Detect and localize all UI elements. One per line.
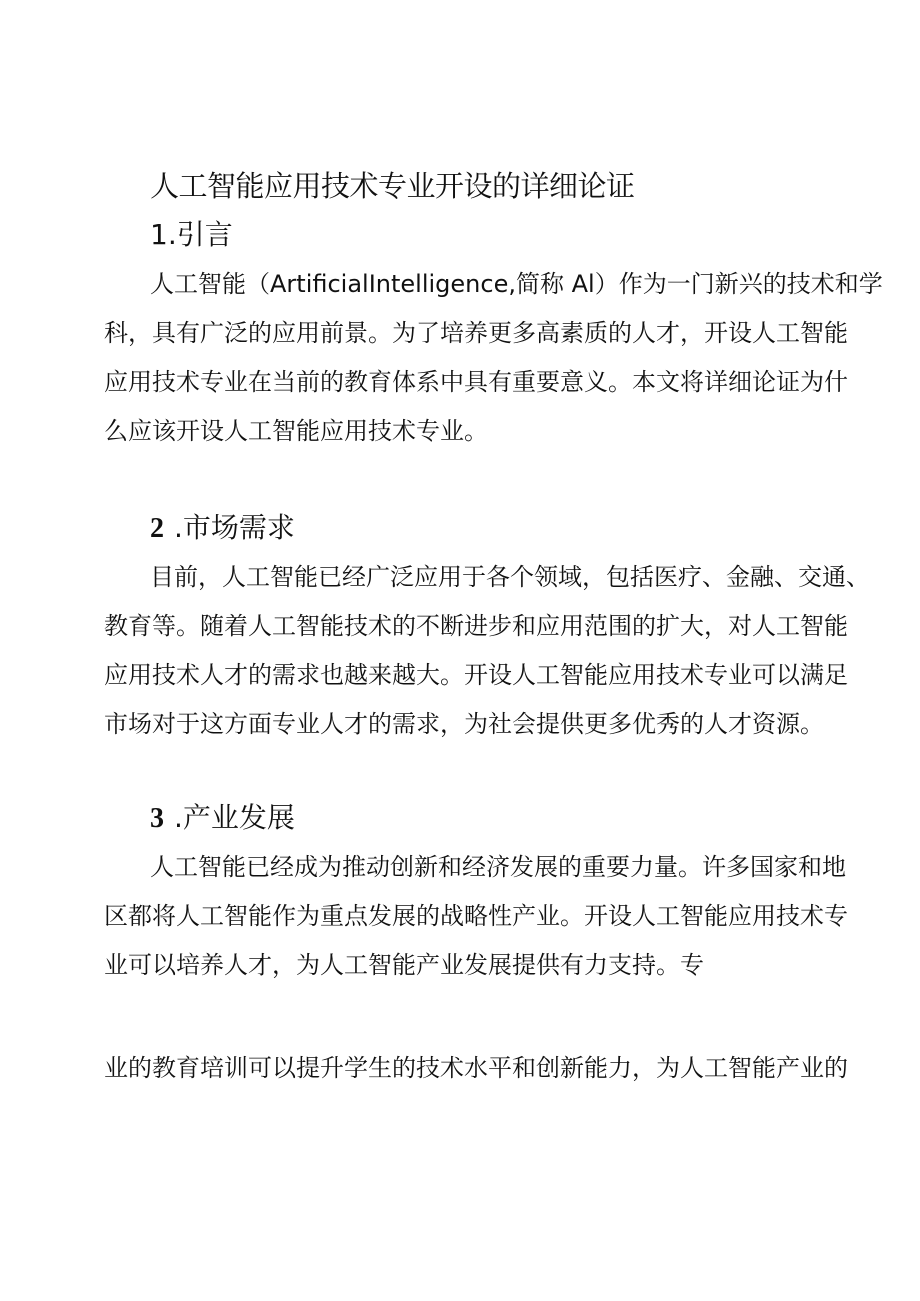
section-number: 1. [150,218,177,251]
paragraph-introduction [104,260,883,456]
section-number: 3 [150,803,164,834]
section-number: 2 [150,513,164,544]
paragraph-line: 教育等。随着人工智能技术的不断进步和应用范围的扩大，对人工智能 [104,612,848,640]
paragraph-line: 市场对于这方面专业人才的需求，为社会提供更多优秀的人才资源。 [104,710,824,738]
section-heading-text: .产业发展 [174,801,295,834]
paragraph-line: 人工智能已经成为推动创新和经济发展的重要力量。许多国家和地 [150,853,846,881]
paragraph-line: 科，具有广泛的应用前景。为了培养更多高素质的人才，开设人工智能 [104,319,848,347]
paragraph-line: 应用技术人才的需求也越来越大。开设人工智能应用技术专业可以满足 [104,661,848,689]
paragraph-market-demand [104,553,870,749]
paragraph-line: 目前，人工智能已经广泛应用于各个领域，包括医疗、金融、交通、 [150,563,870,591]
paragraph-line: 区都将人工智能作为重点发展的战略性产业。开设人工智能应用技术专 [104,902,848,930]
paragraph-continuation [104,1044,848,1093]
paragraph-line: 应用技术专业在当前的教育体系中具有重要意义。本文将详细论证为什 [104,368,848,396]
paragraph-line: 业可以培养人才，为人工智能产业发展提供有力支持。专 [104,951,704,979]
paragraph-industry-development [104,843,848,990]
section-heading-text: 引言 [176,218,233,251]
section-heading-industry-development [150,798,295,839]
section-heading-market-demand [150,508,295,549]
section-heading-introduction [150,215,233,255]
paragraph-line: 人工智能（ArtificialIntelligence,简称 Al）作为一门新兴的技术和学 [150,270,883,298]
paragraph-line: 么应该开设人工智能应用技术专业。 [104,417,488,445]
section-heading-text: .市场需求 [174,511,295,544]
document-title: 人工智能应用技术专业开设的详细论证 [150,169,635,203]
paragraph-line: 业的教育培训可以提升学生的技术水平和创新能力，为人工智能产业的 [104,1054,848,1082]
